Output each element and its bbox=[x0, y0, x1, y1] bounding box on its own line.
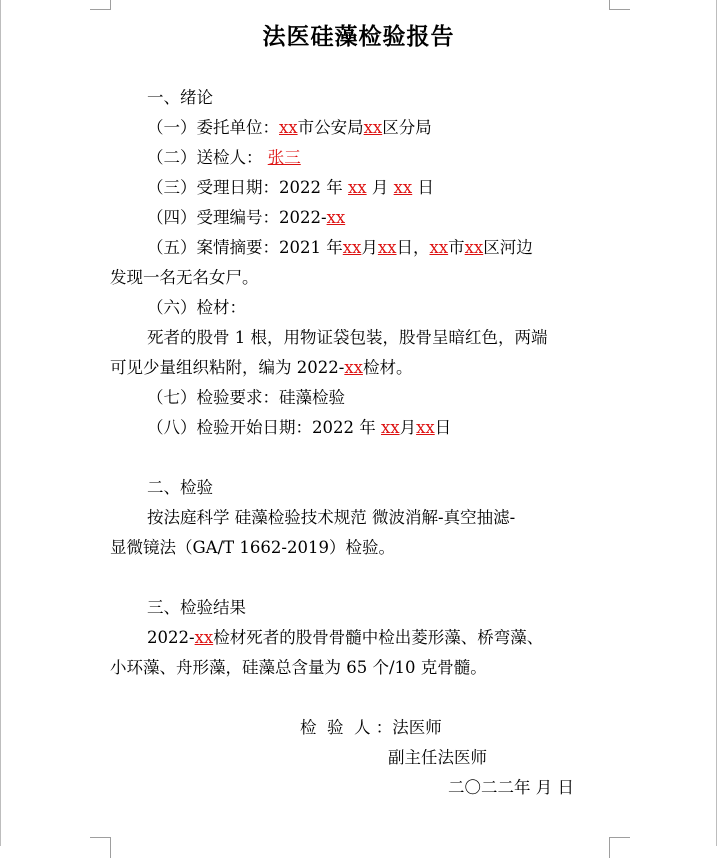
case-district-placeholder: xx bbox=[464, 238, 484, 257]
page-border-left bbox=[0, 0, 1, 846]
report-date: 二〇二二年 月 日 bbox=[448, 778, 574, 797]
report-title: 法医硅藻检验报告 bbox=[262, 23, 455, 50]
start-date-label: （八）检验开始日期：2022 年 bbox=[147, 418, 381, 437]
receipt-date-label: （三）受理日期：2022 年 bbox=[147, 178, 348, 197]
section3-heading: 三、检验结果 bbox=[147, 598, 246, 617]
section2-line2: 显微镜法（GA/T 1662-2019）检验。 bbox=[110, 538, 395, 557]
receipt-number-label: （四）受理编号：2022- bbox=[147, 208, 327, 227]
receipt-date-line bbox=[147, 178, 434, 198]
start-day-unit: 日 bbox=[434, 418, 452, 437]
sender-label: （二）送检人： bbox=[147, 148, 263, 167]
crop-mark-bottom-left bbox=[90, 837, 111, 858]
case-day-placeholder: xx bbox=[377, 238, 397, 257]
entrust-label: （一）委托单位： bbox=[147, 118, 279, 137]
case-summary-line2: 发现一名无名女尸。 bbox=[110, 268, 259, 287]
inspector-rank: 副主任法医师 bbox=[388, 748, 487, 767]
requirement-line: （七）检验要求：硅藻检验 bbox=[147, 388, 345, 407]
section3-line1 bbox=[147, 628, 543, 648]
receipt-date-mid: 月 bbox=[366, 178, 394, 197]
start-month-unit: 月 bbox=[399, 418, 417, 437]
section2-line1: 按法庭科学 硅藻检验技术规范 微波消解-真空抽滤- bbox=[147, 508, 516, 527]
receipt-day-placeholder: xx bbox=[393, 178, 413, 197]
sample-label: （六）检材： bbox=[147, 298, 246, 317]
case-month-placeholder: xx bbox=[342, 238, 362, 257]
receipt-date-end: 日 bbox=[412, 178, 434, 197]
sender-name: 张三 bbox=[267, 148, 301, 167]
section2-heading: 二、检验 bbox=[147, 478, 213, 497]
receipt-month-placeholder: xx bbox=[347, 178, 367, 197]
sample-number-placeholder: xx bbox=[344, 358, 363, 377]
case-city-unit: 市 bbox=[448, 238, 465, 257]
case-month-unit: 月 bbox=[361, 238, 378, 257]
case-summary-line bbox=[147, 238, 533, 258]
result-line1-text: 检材死者的股骨骨髓中检出菱形藻、桥弯藻、 bbox=[213, 628, 544, 647]
start-day-placeholder: xx bbox=[416, 418, 435, 437]
sample-line2-start: 可见少量组织粘附，编为 2022- bbox=[110, 358, 345, 377]
receipt-number-placeholder: xx bbox=[326, 208, 346, 227]
case-summary-tail: 区河边 bbox=[483, 238, 533, 257]
start-month-placeholder: xx bbox=[380, 418, 400, 437]
result-number-prefix: 2022- bbox=[147, 628, 195, 647]
result-number-placeholder: xx bbox=[194, 628, 214, 647]
case-city-placeholder: xx bbox=[429, 238, 449, 257]
sample-line2-end: 检材。 bbox=[362, 358, 413, 377]
case-summary-label: （五）案情摘要：2021 年 bbox=[147, 238, 343, 257]
crop-mark-top-right bbox=[609, 0, 630, 10]
entrust-district-placeholder: xx bbox=[363, 118, 383, 137]
sample-line1: 死者的股骨 1 根，用物证袋包装，股骨呈暗红色，两端 bbox=[147, 328, 548, 347]
sender-line bbox=[147, 148, 301, 168]
crop-mark-bottom-right bbox=[609, 837, 630, 858]
entrust-end: 区分局 bbox=[382, 118, 432, 137]
entrust-line bbox=[147, 118, 432, 138]
sample-line2 bbox=[110, 358, 412, 378]
entrust-mid: 市公安局 bbox=[297, 118, 364, 137]
crop-mark-top-left bbox=[90, 0, 111, 10]
section3-line2: 小环藻、舟形藻，硅藻总含量为 65 个/10 克骨髓。 bbox=[110, 658, 487, 677]
case-day-unit: 日， bbox=[396, 238, 430, 257]
start-date-line bbox=[147, 418, 451, 438]
inspector-line: 检 验 人 ：法医师 bbox=[300, 718, 442, 737]
receipt-number-line bbox=[147, 208, 345, 228]
section1-heading: 一、绪论 bbox=[147, 88, 213, 107]
entrust-city-placeholder: xx bbox=[279, 118, 298, 137]
